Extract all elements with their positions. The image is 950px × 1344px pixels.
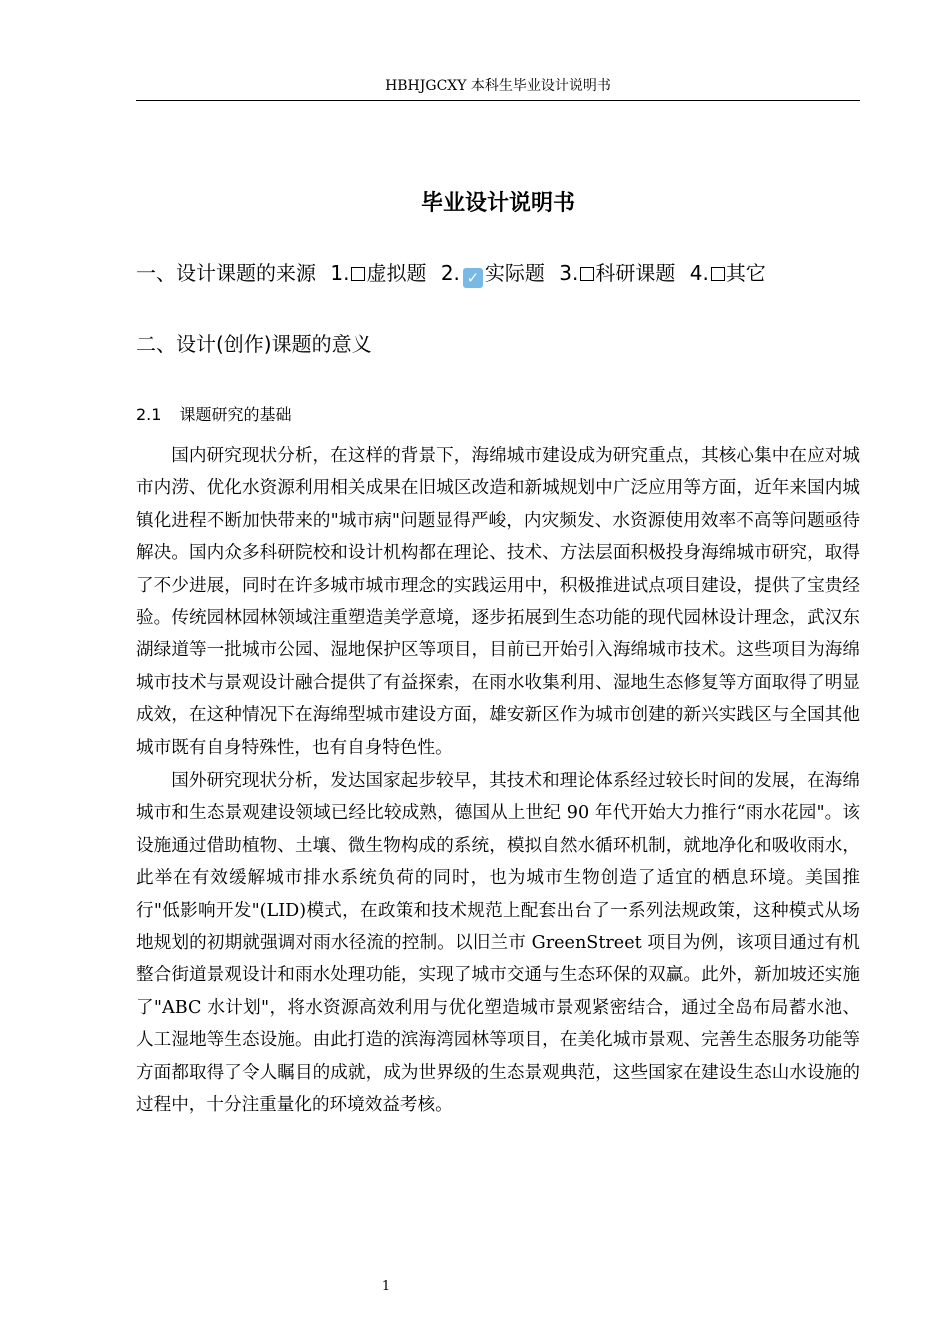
option-number: 1. (330, 261, 350, 285)
option-label: 虚拟题 (366, 261, 427, 285)
checkbox-checked-icon: ✓ (463, 268, 483, 288)
paragraph-domestic-research: 国内研究现状分析，在这样的背景下，海绵城市建设成为研究重点，其核心集中在应对城市内涝、优化水资源利用相关成果在旧城区改造和新城规划中广泛应用等方面，近年来国内城镇化进程不断加快带来的"城市病"问题显得严峻，内灾频发、水资源使用效率不高等问题亟待解决。国内众多科研院校和设计机构都在理论、技术、方法层面积极投身海绵城市研究，取得了不少进展，同时在许多城市城市理念的实践运用中，积极推进试点项目建设，提供了宝贵经验。传统园林园林领域注重塑造美学意境，逐步拓展到生态功能的现代园林设计理念，武汉东湖绿道等一批城市公园、湿地保护区等项目，目前已开始引入海绵城市技术。这些项目为海绵城市技术与景观设计融合提供了有益探索，在雨水收集利用、湿地生态修复等方面取得了明显成效，在这种情况下在海绵型城市建设方面，雄安新区作为城市创建的新兴实践区与全国其他城市既有自身特殊性，也有自身特色性。 (136, 446, 860, 758)
option-other (690, 261, 766, 285)
option-label: 实际题 (484, 261, 545, 285)
subsection-heading (136, 402, 291, 428)
section-1-heading: 一、设计课题的来源 (136, 261, 316, 285)
page-header: HBHJGCXY 本科生毕业设计说明书 (385, 78, 611, 94)
option-number: 4. (689, 261, 709, 285)
option-label: 其它 (725, 261, 766, 285)
option-virtual (330, 261, 432, 285)
option-number: 3. (559, 261, 579, 285)
option-actual (441, 261, 551, 285)
document-title: 毕业设计说明书 (420, 191, 575, 216)
section-2-heading: 二、设计(创作)课题的意义 (136, 332, 372, 356)
subsection-number: 2.1 (136, 405, 162, 424)
header-divider (136, 100, 860, 101)
checkbox-unchecked-icon (351, 267, 365, 281)
section-1-heading-line (136, 258, 766, 288)
checkbox-unchecked-icon (580, 267, 594, 281)
option-label: 科研课题 (595, 261, 676, 285)
paragraph-foreign-research: 国外研究现状分析，发达国家起步较早，其技术和理论体系经过较长时间的发展，在海绵城市和生态景观建设领域已经比较成熟，德国从上世纪 90 年代开始大力推行“雨水花园"。该设施通过借助植物、土壤、微生物构成的系统，模拟自然水循环机制，就地净化和吸收雨水，此举在有效缓解城市排水系统负荷的同时，也为城市生物创造了适宜的栖息环境。美国推行"低影响开发"(LID)模式，在政策和技术规范上配套出台了一系列法规政策，这种模式从场地规划的初期就强调对雨水径流的控制。以旧兰市 GreenStreet 项目为例，该项目通过有机整合街道景观设计和雨水处理功能，实现了城市交通与生态环保的双赢。此外，新加坡还实施了"ABC 水计划"，将水资源高效利用与优化塑造城市景观紧密结合，通过全岛布局蓄水池、人工湿地等生态设施。由此打造的滨海湾园林等项目，在美化城市景观、完善生态服务功能等方面都取得了令人瞩目的成就，成为世界级的生态景观典范，这些国家在建设生态山水设施的过程中，十分注重量化的环境效益考核。 (136, 771, 860, 1116)
checkbox-unchecked-icon (711, 267, 725, 281)
option-research (559, 261, 681, 285)
subsection-title: 课题研究的基础 (179, 405, 292, 424)
page-number: 1 (381, 1279, 391, 1294)
option-number: 2. (440, 261, 460, 285)
